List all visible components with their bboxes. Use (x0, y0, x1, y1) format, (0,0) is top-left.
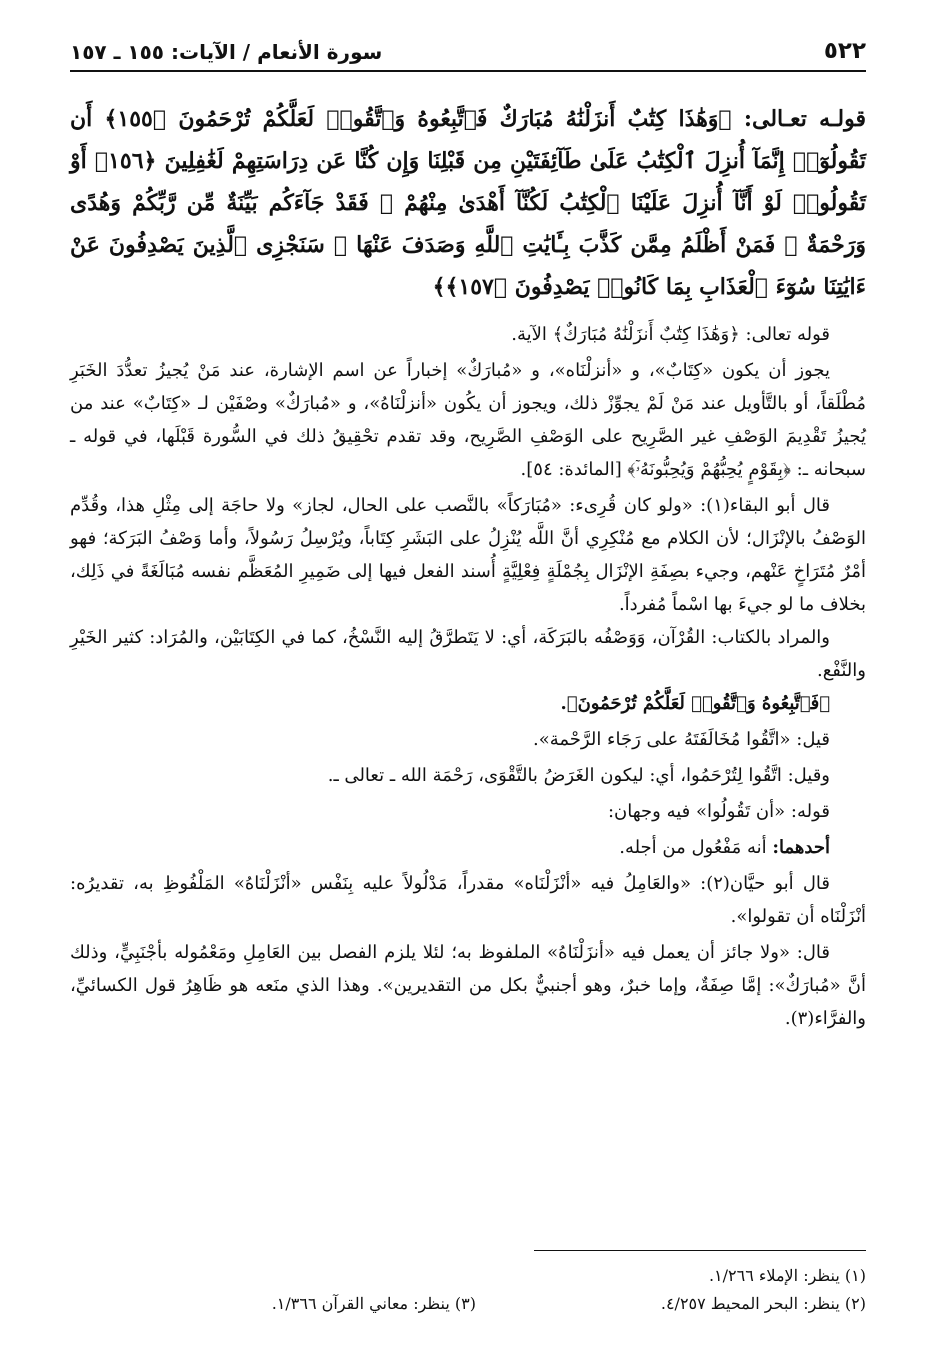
surah-title: سورة الأنعام / الآيات: ١٥٥ ـ ١٥٧ (70, 40, 383, 64)
footnote-1: (١) ينظر: الإملاء ١/٢٦٦. (708, 1266, 866, 1285)
paragraph-verse-quote: ﴿فَٱتَّبِعُوهُ وَٱتَّقُوا۟ لَعَلَّكُمْ تُرْحَمُونَ﴾. (560, 693, 830, 714)
quran-verses-block: قولـه تعـالى: ﴿وَهَٰذَا كِتَٰبٌ أَنزَلْنَٰهُ مُبَارَكٌ فَٱتَّبِعُوهُ وَٱتَّقُوا۟ لَعَلَّكُمْ تُرْحَمُونَ ﴿١٥٥﴾ أَن تَقُولُوٓا۟ إِنَّمَآ أُنزِلَ ٱلْكِتَٰبُ عَلَىٰ طَآئِفَتَيْنِ مِن قَبْلِنَا وَإِن كُنَّا عَن دِرَاسَتِهِمْ لَغَٰفِلِينَ ﴿١٥٦﴾ أَوْ تَقُولُوا۟ لَوْ أَنَّآ أُنزِلَ عَلَيْنَا ٱلْكِتَٰبُ لَكُنَّآ أَهْدَىٰ مِنْهُمْ ۚ فَقَدْ جَآءَكُم بَيِّنَةٌ مِّن رَّبِّكُمْ وَهُدًى وَرَحْمَةٌ ۚ فَمَنْ أَظْلَمُ مِمَّن كَذَّبَ بِـَٔايَٰتِ ٱللَّهِ وَصَدَفَ عَنْهَا ۗ سَنَجْزِى ٱلَّذِينَ يَصْدِفُونَ عَنْ ءَايَٰتِنَا سُوٓءَ ٱلْعَذَابِ بِمَا كَانُوا۟ يَصْدِفُونَ ﴿١٥٧﴾﴾ (70, 106, 866, 300)
footnote-row-2 (70, 1290, 866, 1318)
page-number: ٥٢٢ (823, 38, 866, 64)
paragraph-qala: قال: «ولا جائز أن يعمل فيه «أنزَلْنَاهُ» الملفوظ به؛ لئلا يلزم الفصل بين العَامِلِ ومَعْمُوله بأجْنَبِيٍّ، وذلك أنَّ «مُبارَكٌ»: إمَّا صِفَةٌ، وإما خبرٌ، وهو أجنبيٌّ بكل من التقديرين». وهذا الذي منَعه هو ظَاهِرُ قول الكسائيِّ، والفرَّاء(٣). (70, 942, 866, 1029)
first-aspect-label: أحدهما: (772, 837, 830, 858)
paragraph-abu-albaqa: قال أبو البقاء(١): «ولو كان قُرِىء: «مُبَارَكاً» بالنَّصب على الحال، لجاز» ولا حاجَة إلى مِثْلِ هذا، وقُدِّم الوَصْفُ بالإنْزَال؛ لأن الكلام مع مُنْكِرِي أنَّ اللَّه يُنْزِلُ على البَشَرِ كِتَاباً، ويُرْسِلُ رَسُولاً، وأما وَصْفُ البَرَكة؛ فهو أمْرٌ مُتَرَاخٍ عَنْهم، وجيء بصِفَةِ الإنْزَال بِجُمْلَةٍ فِعْلِيَّةٍ أُسند الفعل فيها إلى ضَمِيرِ المُعَظَّم نفسه مُبَالَغَةً في ذَلِك، بخلاف ما لو جيءَ بها اسْماً مُفرداً. (70, 495, 866, 615)
footnote-3: (٣) ينظر: معاني القرآن ١/٣٦٦. (271, 1294, 476, 1313)
footnotes (70, 1262, 866, 1318)
footnote-row-1 (70, 1262, 866, 1290)
paragraph-qila: قيل: «اتَّقُوا مُخَالَفَتَهُ على رَجَاء الرَّحْمة». (533, 729, 830, 750)
paragraph-two-aspects: قوله: «أن تَقُولُوا» فيه وجهان: (607, 801, 830, 822)
paragraph-wa-qila: وقيل: اتَّقُوا لِتُرْحَمُوا، أي: ليكون الغَرَضُ بالتَّقْوَى، رَحْمَة الله ـ تعالى ـ. (327, 765, 830, 786)
running-header (70, 30, 866, 72)
page-content (70, 98, 866, 1035)
first-aspect-text: أنه مَفْعُول من أجله. (619, 837, 767, 858)
paragraph-first-aspect (70, 831, 866, 864)
paragraph-meaning: والمراد بالكتاب: القُرْآن، وَوَصْفُه بالبَرَكَة، أي: لا يَتَطرَّقُ إليه النَّسْخُ، كما في الكِتَابَيْن، والمُرَاد: كثير الخَيْرِ والنَّفْع. (70, 627, 866, 681)
book-page (70, 30, 866, 1340)
paragraph-verse-mention: قوله تعالى: ﴿وَهَٰذَا كِتَٰبٌ أَنزَلْنَٰهُ مُبَارَكٌ﴾ الآية. (511, 324, 830, 345)
footnote-2: (٢) ينظر: البحر المحيط ٤/٢٥٧. (660, 1294, 866, 1313)
paragraph-grammar: يجوز أن يكون «كِتَابٌ»، و «أنزلْنَاه»، و «مُبارَكٌ» إخباراً عن اسم الإشارة، عند مَنْ يُجيزُ تعدُّدَ الخَبَرِ مُطْلَقاً، أو بالتَّأويل عند مَنْ لَمْ يجوِّزْ ذلك، ويجوز أن يكُون «أنزلْنَاهُ»، و «مُبارَكٌ» وصْفَيْن لـ «كِتَابٌ» عند من يُجيزُ تَقْدِيمَ الوَصْفِ غير الصَّرِيح على الوَصْفِ الصَّرِيح، وقد تقدم تحْقِيقُ ذلك في السُّورة قَبْلَها، في قوله ـ سبحانه ـ: ﴿بِقَوْمٍ يُحِبُّهُمْ وَيُحِبُّونَهُۥٓ﴾ [المائدة: ٥٤]. (70, 360, 866, 480)
paragraph-abu-hayyan: قال أبو حيَّان(٢): «والعَامِلُ فيه «أنْزَلْنَاه» مقدراً، مَدْلُولاً عليه بِنَفْس «أنْزَلْنَاهُ» المَلْفُوظِ به، تقديرُه: أنْزَلْنَاه أن تقولوا». (70, 873, 866, 927)
footnote-separator (534, 1250, 866, 1251)
